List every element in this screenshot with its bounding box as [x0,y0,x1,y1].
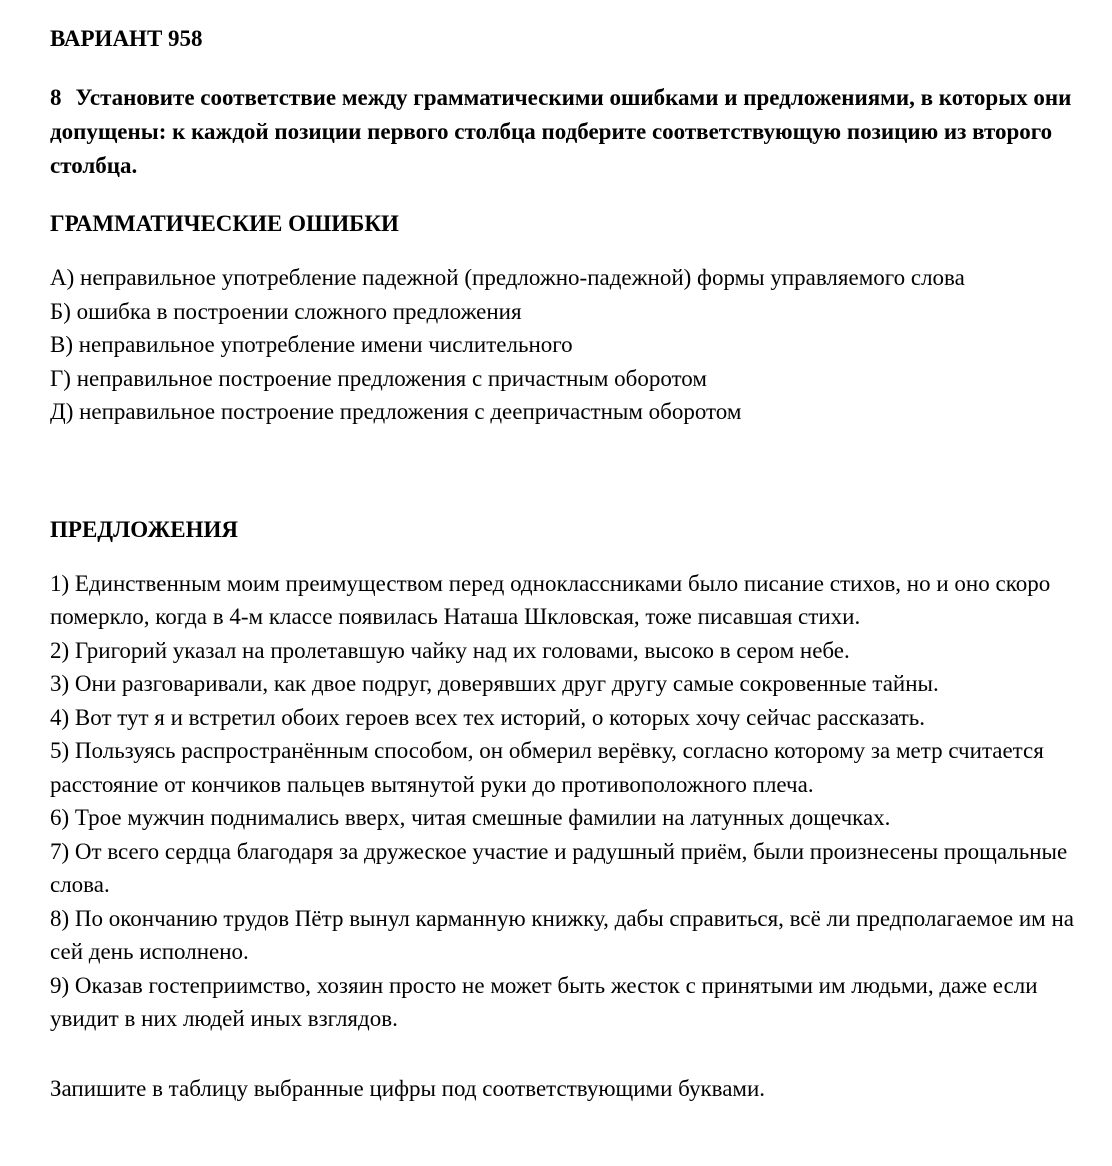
sentence-item-6: 6) Трое мужчин поднимались вверх, читая смешные фамилии на латунных дощечках. [50,805,891,830]
task-instruction [50,81,1090,183]
sentence-item-3: 3) Они разговаривали, как двое подруг, доверявших друг другу самые сокровенные тайны. [50,671,939,696]
error-item-d: Д) неправильное построение предложения с деепричастным оборотом [50,399,742,424]
answer-instruction: Запишите в таблицу выбранные цифры под соответствующими буквами. [50,1075,766,1101]
task-text: Установите соответствие между грамматическими ошибками и предложениями, в которых они допущены: к каждой позиции первого столбца подберите соответствующую позицию из второго столбца. [50,85,1072,178]
error-item-g: Г) неправильное построение предложения с причастным оборотом [50,365,707,391]
sentence-item-1: 1) Единственным моим преимуществом перед одноклассниками было писание стихов, но и оно скоро померкло, когда в 4-м классе появилась Наташа Шкловская, тоже писавшая стихи. [50,570,1051,629]
document-page [50,22,1090,1106]
error-item-b: Б) ошибка в построении сложного предложения [50,298,522,324]
task-number: 8 [50,85,62,110]
errors-list [50,261,1090,429]
error-item-v: В) неправильное употребление имени числительного [50,332,573,357]
error-item-a: А) неправильное употребление падежной (предложно-падежной) формы управляемого слова [50,265,965,290]
sentence-item-5: 5) Пользуясь распространённым способом, он обмерил верёвку, согласно которому за метр считается расстояние от кончиков пальцев вытянутой руки до противоположного плеча. [50,738,1044,797]
sentence-item-8: 8) По окончанию трудов Пётр вынул карманную книжку, дабы справиться, всё ли предполагаемое им на сей день исполнено. [50,905,1074,964]
sentence-item-2: 2) Григорий указал на пролетавшую чайку над их головами, высоко в сером небе. [50,637,850,663]
errors-section-title: ГРАММАТИЧЕСКИЕ ОШИБКИ [50,211,399,236]
sentences-section-title: ПРЕДЛОЖЕНИЯ [50,516,239,542]
sentence-item-7: 7) От всего сердца благодаря за дружеское участие и радушный приём, были произнесены прощальные слова. [50,838,1068,897]
variant-heading: ВАРИАНТ 958 [50,26,203,51]
sentence-item-9: 9) Оказав гостеприимство, хозяин просто не может быть жесток с принятыми им людьми, даже если увидит в них людей иных взглядов. [50,972,1038,1031]
sentences-list [50,567,1090,1036]
sentence-item-4: 4) Вот тут я и встретил обоих героев всех тех историй, о которых хочу сейчас рассказать. [50,704,926,730]
